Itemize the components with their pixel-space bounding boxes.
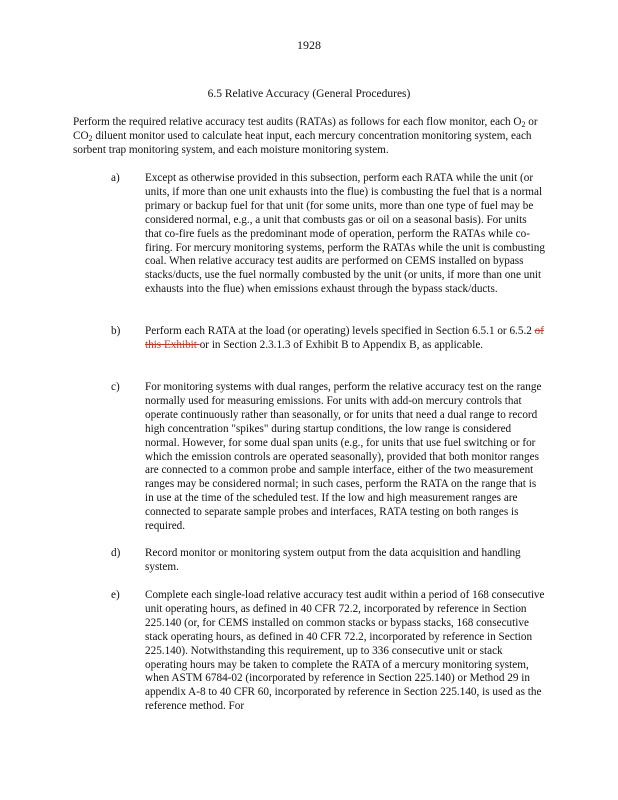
item-text (145, 325, 545, 353)
intro-subscript-co2: 2 (88, 133, 93, 143)
item-label: e) (111, 589, 120, 601)
item-label: b) (111, 325, 121, 337)
item-text: Record monitor or monitoring system output from the data acquisition and handling system. (145, 547, 521, 573)
struck-text: of this Exhibit (145, 325, 544, 351)
intro-text-3: diluent monitor used to calculate heat input, each mercury concentration monitoring system, each sorbent trap monitoring system, and each moisture monitoring system. (73, 129, 532, 156)
list-item-a (111, 172, 551, 297)
item-text-before: Perform each RATA at the load (or operating) levels specified in Section 6.5.1 or 6.5.2 (145, 325, 535, 337)
item-text: For monitoring systems with dual ranges, perform the relative accuracy test on the range normally used for measuring emissions. For units with add-on mercury controls that operate continuously rather than seasonally, or for units that need a dual range to record high concentration "spikes" during startup conditions, the low range is considered normal. However, for some dual span units (e.g., for units that use fuel switching or for which the emission controls are operated seasonally), provided that both monitor ranges are connected to a common probe and sample interface, either of the two measurement ranges may be considered normal; in such cases, perform the RATA on the range that is in use at the time of the scheduled test. If the low and high measurement ranges are connected to separate sample probes and interfaces, RATA testing on both ranges is required. (145, 381, 542, 533)
intro-text-1: Perform the required relative accuracy test audits (RATAs) as follows for each flow monitor, each O (73, 116, 522, 128)
page-number: 1928 (297, 38, 321, 52)
list-item-d (111, 547, 551, 575)
intro-paragraph (73, 116, 545, 157)
item-label: d) (111, 547, 121, 559)
intro-subscript-o2: 2 (521, 120, 526, 129)
list-item-b (111, 325, 551, 353)
list-item-e (111, 589, 551, 714)
item-text-after: or in Section 2.3.1.3 of Exhibit B to Appendix B, as applicable. (199, 338, 484, 351)
item-label: a) (111, 172, 120, 184)
item-label: c) (111, 381, 120, 393)
item-text: Complete each single-load relative accuracy test audit within a period of 168 consecutive unit operating hours, as defined in 40 CFR 72.2, incorporated by reference in Section 225.140 (or, for CEMS installed on common stacks or bypass stacks, 168 consecutive stack operating hours, as defined in 40 CFR 72.2, incorporated by reference in Section 225.140). Notwithstanding this requirement, up to 336 consecutive unit or stack operating hours may be taken to complete the RATA of a mercury monitoring system, when ASTM 6784-02 (incorporated by reference in Section 225.140) or Method 29 in appendix A-8 to 40 CFR 60, incorporated by reference in Section 225.140, is used as the reference method. For (145, 589, 545, 713)
list-item-c (111, 381, 551, 534)
intro-text-2: or CO (73, 116, 538, 142)
section-heading: 6.5 Relative Accuracy (General Procedures) (207, 88, 411, 100)
item-text: Except as otherwise provided in this subsection, perform each RATA while the unit (or units, if more than one unit exhausts into the flue) is combusting the fuel that is a normal primary or backup fuel for that unit (for some units, more than one type of fuel may be considered normal, e.g., a unit that combusts gas or oil on a seasonal basis). For units that co-fire fuels as the predominant mode of operation, perform the RATAs while co-firing. For mercury monitoring systems, perform the RATAs while the unit is combusting coal. When relative accuracy test audits are performed on CEMS installed on bypass stacks/ducts, use the fuel normally combusted by the unit (or units, if more than one unit exhausts into the flue) when emissions exhaust through the bypass stack/ducts. (145, 172, 545, 296)
